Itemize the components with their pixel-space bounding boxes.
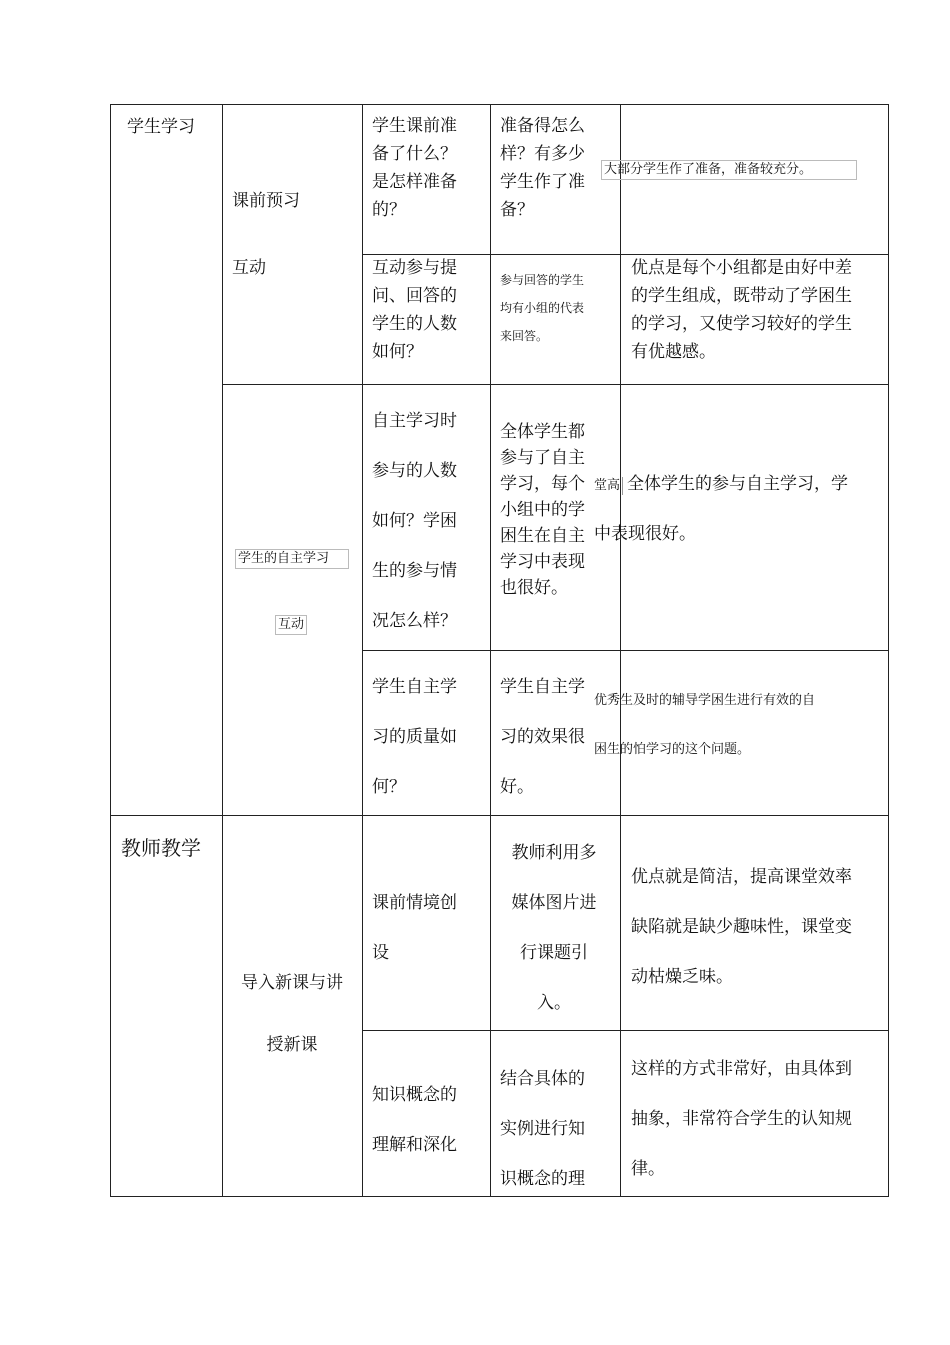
row-divider [362, 1030, 888, 1031]
table-border-top [110, 104, 888, 105]
column-divider [620, 104, 621, 1197]
cell-question: 学生课前准 备了什么？ 是怎样准备 的？ [372, 116, 457, 220]
cell-observation: 结合具体的 实例进行知 识概念的理 [500, 1069, 585, 1189]
cell-question: 自主学习时 参与的人数 如何？学困 生的参与情 况怎么样？ [372, 411, 457, 631]
group-label-new-lesson: 导入新课与讲 授新课 [241, 973, 343, 1055]
cell-question: 互动参与提 问、回答的 学生的人数 如何？ [372, 258, 457, 362]
row-divider [362, 650, 888, 651]
cell-evaluation: 大部分学生作了准备，准备较充分。 [601, 160, 857, 180]
cell-evaluation: 优秀生及时的辅导学困生进行有效的自 [594, 693, 816, 708]
cell-evaluation: 全体学生的参与自主学习，学 [627, 474, 848, 494]
cell-observation: 学生自主学 习的效果很 好。 [500, 677, 585, 797]
table-border-left [110, 104, 111, 1197]
group-label-self-study-interaction: 互动 [275, 615, 307, 635]
group-label-interaction: 互动 [232, 258, 266, 278]
group-label-preview: 课前预习 [232, 191, 300, 211]
cell-observation: 教师利用多 媒体图片进 行课题引 入。 [511, 843, 597, 1013]
cell-evaluation: 优点是每个小组都是由好中差 的学生组成，既带动了学困生 的学习，又使学习较好的学生 有优越感。 [631, 258, 852, 362]
section-label-teacher-teaching: 教师教学 [121, 836, 201, 860]
column-divider [362, 104, 363, 1197]
group-label-self-study: 学生的自主学习 [235, 549, 349, 569]
section-label-student-learning: 学生学习 [127, 117, 195, 137]
cell-question: 知识概念的 理解和深化 [372, 1085, 457, 1155]
section-divider [110, 815, 888, 816]
cell-evaluation-continued: 中表现很好。 [594, 524, 696, 544]
row-divider [222, 384, 888, 385]
column-divider [490, 104, 491, 1197]
cell-evaluation: 这样的方式非常好，由具体到 抽象，非常符合学生的认知规 律。 [631, 1059, 852, 1179]
cell-question: 学生自主学 习的质量如 何？ [372, 677, 457, 797]
cell-question: 课前情境创 设 [372, 893, 457, 963]
table-border-bottom [110, 1196, 888, 1197]
cell-observation: 参与回答的学生 均有小组的代表 来回答。 [500, 273, 585, 343]
cell-evaluation-continued: 困生的怕学习的这个问题。 [594, 742, 751, 757]
table-border-right [888, 104, 889, 1197]
cell-evaluation-prefix: 堂高 [594, 477, 623, 495]
cell-observation: 准备得怎么 样？有多少 学生作了准 备？ [500, 116, 585, 220]
cell-evaluation: 优点就是简洁，提高课堂效率 缺陷就是缺少趣味性，课堂变 动枯燥乏味。 [631, 867, 852, 987]
cell-observation: 全体学生都 参与了自主 学习，每个 小组中的学 困生在自主 学习中表现 也很好。 [500, 422, 585, 598]
